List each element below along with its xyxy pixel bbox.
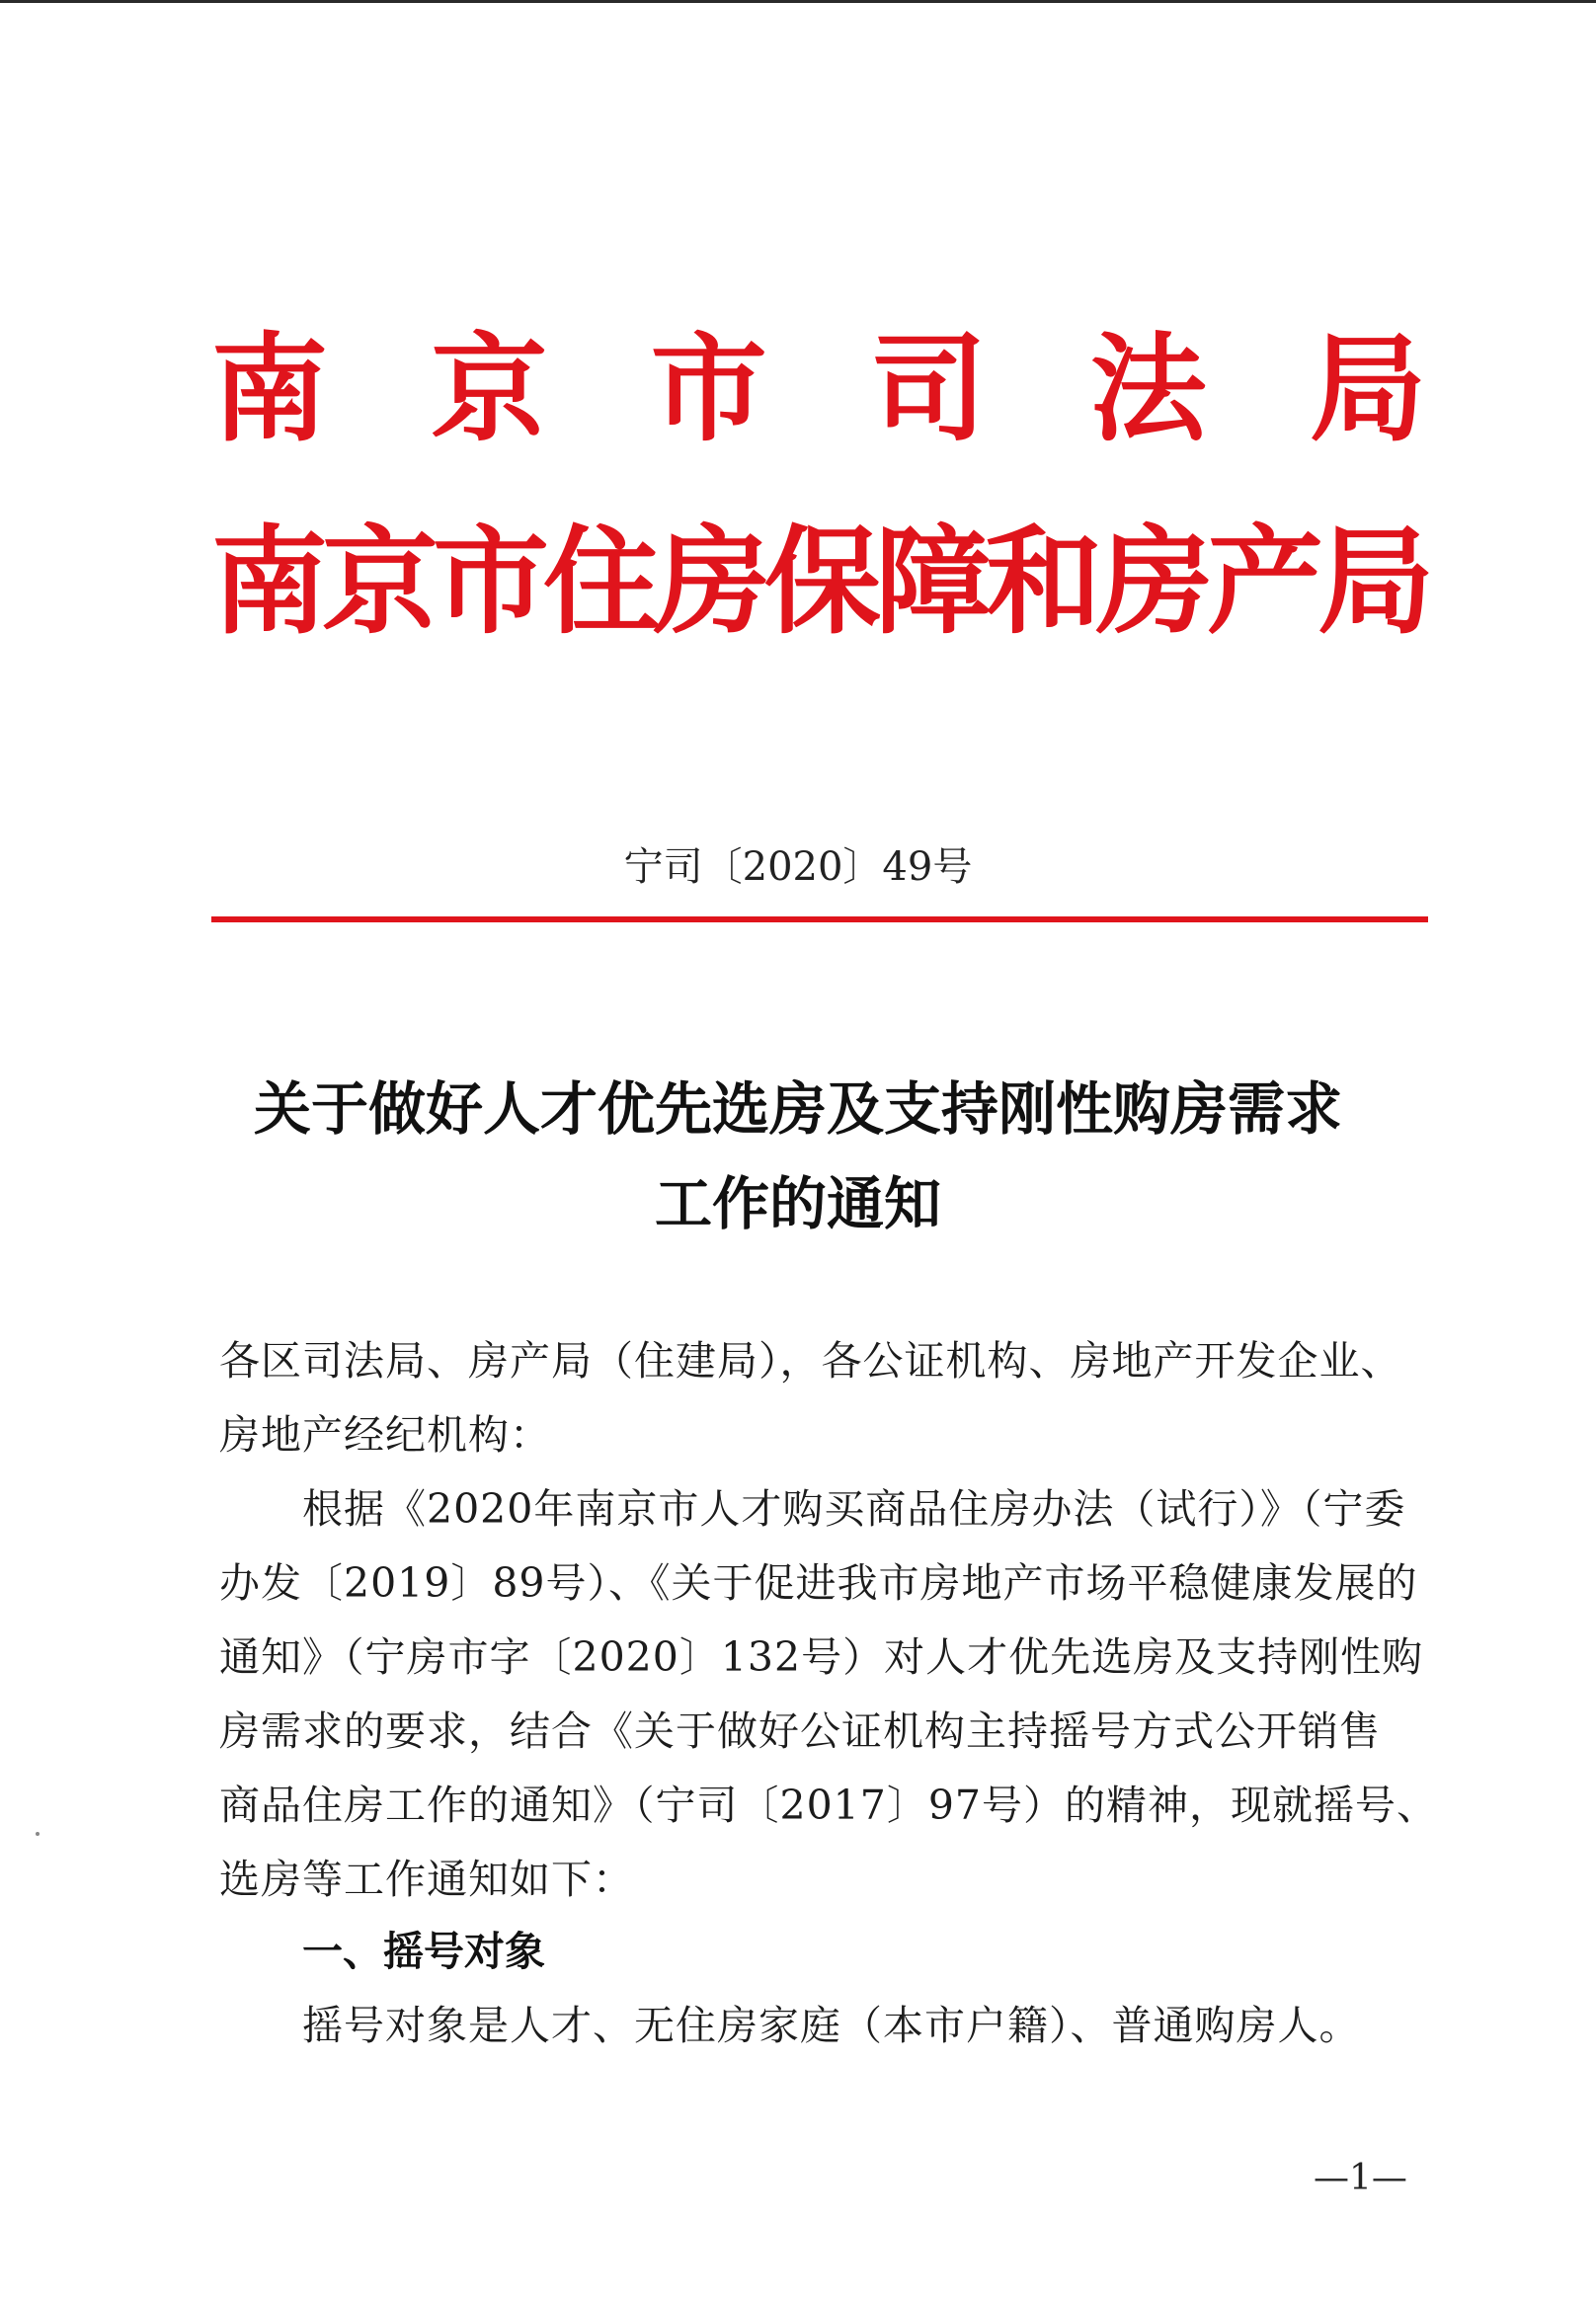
salutation-line2: 房地产经纪机构： (219, 1411, 551, 1459)
section-text: 摇号对象是人才、无住房家庭（本市户籍）、普通购房人。 (302, 2002, 1361, 2049)
salutation-line1: 各区司法局、房产局（住建局），各公证机构、房地产开发企业、 (219, 1337, 1402, 1385)
issuer-header-char: 市 (650, 320, 767, 457)
red-separator-line (211, 916, 1428, 922)
issuer-header-char: 南 (211, 320, 329, 457)
document-title-line2: 工作的通知 (654, 1170, 941, 1237)
scan-speck (36, 1832, 40, 1836)
paragraph-line: 通知》（宁房市字〔2020〕132号）对人才优先选房及支持刚性购 (219, 1633, 1424, 1681)
section-heading: 一、摇号对象 (302, 1928, 545, 1975)
issuer-header-char: 法 (1089, 320, 1207, 457)
issuer-header-char: 京 (431, 320, 548, 457)
paragraph-line: 办发〔2019〕89号）、《关于促进我市房地产市场平稳健康发展的 (219, 1559, 1418, 1607)
paragraph-line: 选房等工作通知如下： (219, 1856, 634, 1903)
paragraph-line: 商品住房工作的通知》（宁司〔2017〕97号）的精神，现就摇号、 (219, 1782, 1439, 1829)
issuer-header-char: 司 (870, 320, 988, 457)
issuer-header-line1 (211, 320, 1426, 457)
paragraph-line: 房需求的要求，结合《关于做好公证机构主持摇号方式公开销售 (219, 1707, 1381, 1755)
paragraph-line: 根据《2020年南京市人才购买商品住房办法（试行）》（宁委 (302, 1485, 1406, 1533)
issuer-header-line2: 南京市住房保障和房产局 (211, 513, 1429, 650)
document-number: 宁司〔2020〕49号 (623, 844, 973, 890)
scan-top-edge (0, 0, 1596, 3)
issuer-header-char: 局 (1309, 320, 1426, 457)
document-title-line1: 关于做好人才优先选房及支持刚性购房需求 (253, 1075, 1342, 1143)
page-number: —1— (1314, 2158, 1407, 2198)
